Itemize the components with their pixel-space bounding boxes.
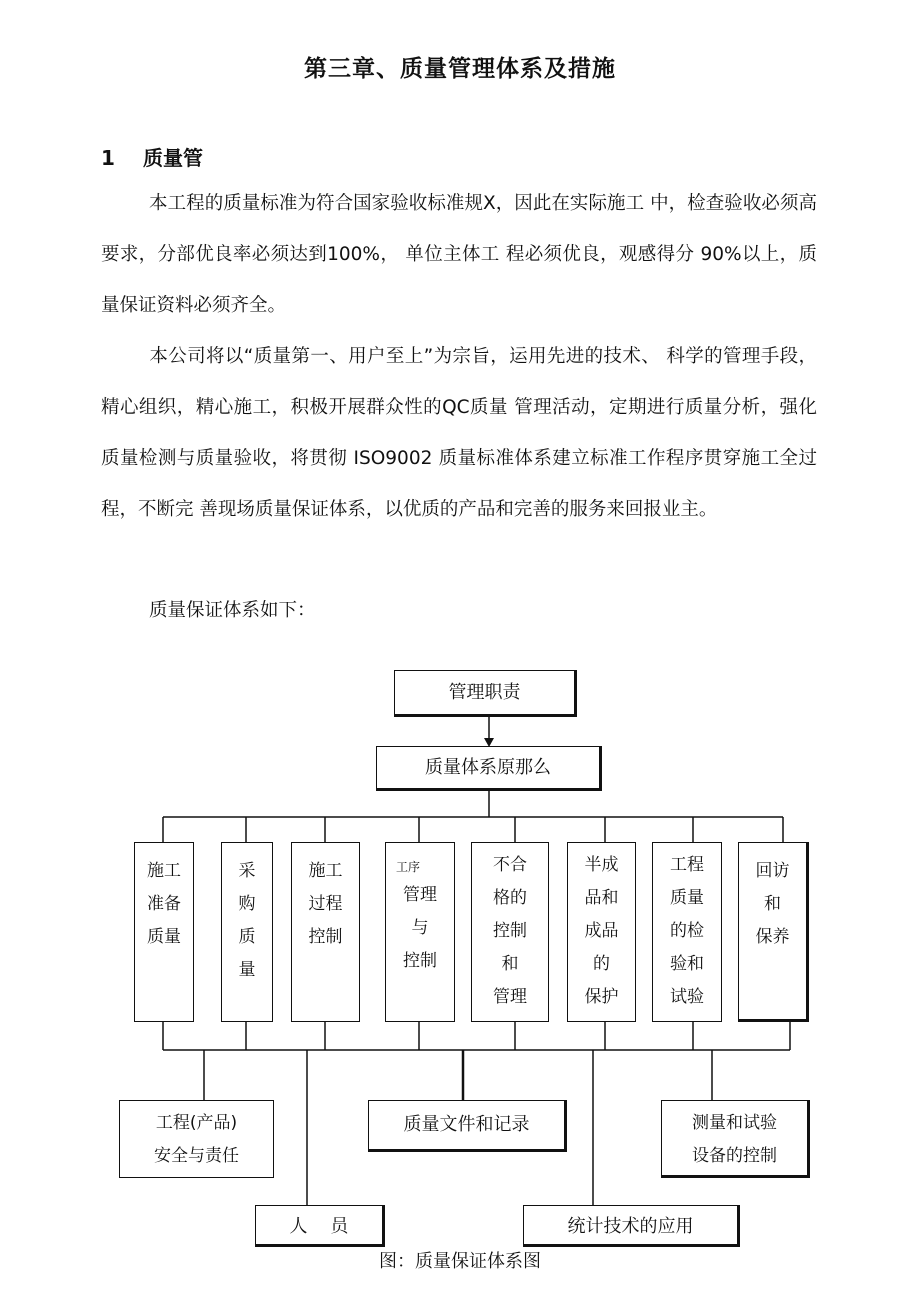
paragraph-system-intro: 质量保证体系如下： xyxy=(149,600,316,621)
box-nonconformance-control: 不合 格的 控制 和 管理 xyxy=(471,842,549,1022)
section-number: 1 xyxy=(101,146,115,170)
box-quality-records: 质量文件和记录 xyxy=(368,1100,567,1152)
box-followup-maintenance: 回访 和 保养 xyxy=(738,842,809,1022)
box-inspection-testing: 工程 质量 的检 验和 试验 xyxy=(652,842,722,1022)
figure-caption: 图：质量保证体系图 xyxy=(379,1251,541,1272)
paragraph-company-policy: 本公司将以“质量第一、用户至上”为宗旨，运用先进的技术、 科学的管理手段，精心组织，精心施工，积极开展群众性的QC质量 管理活动，定期进行质量分析，强化质量检测与质量验收，将贯彻 ISO9002 质量标准体系建立标准工作程序贯穿施工全过程，不断完 善现场质量保证体系，以优质的产品和完善的服务来回报业主。 xyxy=(101,346,817,520)
section-title: 质量管 xyxy=(143,146,203,170)
box-procurement-quality: 采 购 质 量 xyxy=(221,842,273,1022)
section-heading xyxy=(101,142,203,171)
chapter-title: 第三章、质量管理体系及措施 xyxy=(304,56,616,82)
box-quality-principle: 质量体系原那么 xyxy=(376,746,602,791)
box-safety-responsibility: 工程(产品) 安全与责任 xyxy=(119,1100,274,1178)
box-personnel: 人 员 xyxy=(255,1205,385,1247)
box-process-control: 施工 过程 控制 xyxy=(291,842,360,1022)
box-construction-preparation: 施工 准备 质量 xyxy=(134,842,194,1022)
box-equipment-control: 测量和试验 设备的控制 xyxy=(661,1100,810,1178)
paragraph-quality-standard: 本工程的质量标准为符合国家验收标准规X，因此在实际施工 中，检查验收必须高要求，分部优良率必须达到100%， 单位主体工 程必须优良，观感得分 90%以上，质量保证资料必须齐全。 xyxy=(101,193,817,316)
box-procedure-management: 工序 管理 与 控制 xyxy=(385,842,455,1022)
box-product-protection: 半成 品和 成品 的 保护 xyxy=(567,842,636,1022)
box-management-responsibility: 管理职责 xyxy=(394,670,577,717)
box-statistical-techniques: 统计技术的应用 xyxy=(523,1205,740,1247)
